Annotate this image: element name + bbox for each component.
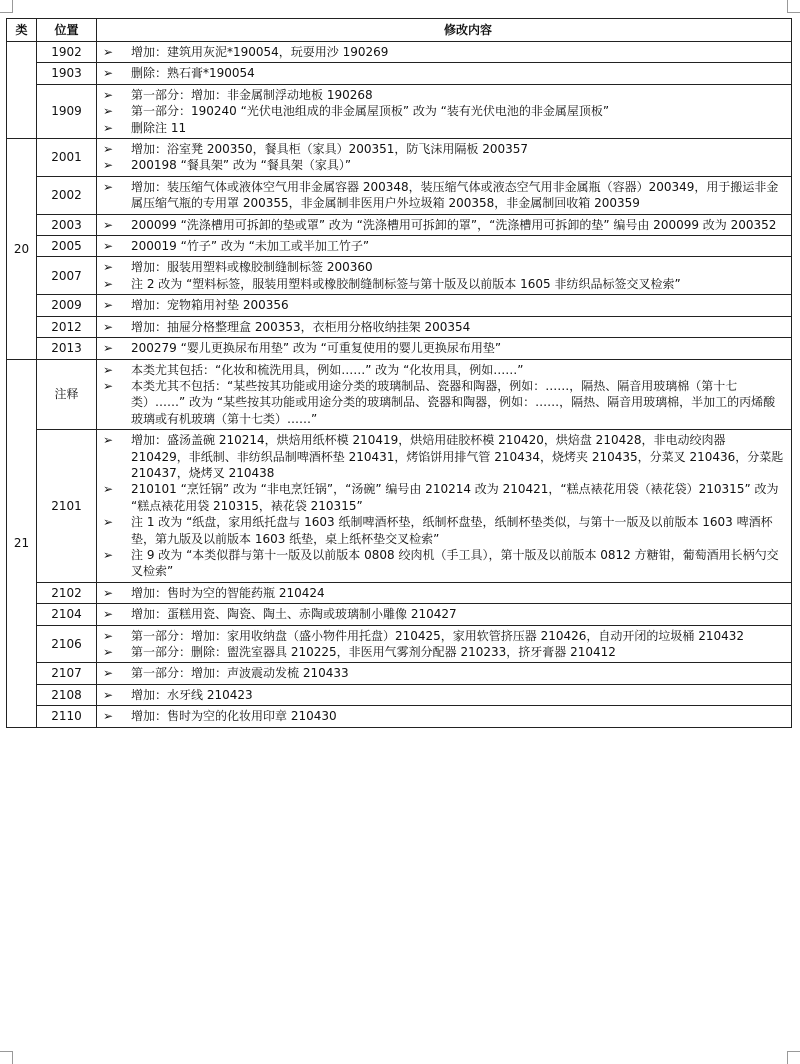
table-row [7,295,792,316]
item-text: 注 2 改为 “塑料标签，服装用塑料或橡胶制缝制标签与第十版及以前版本 1605 非纺织品标签交叉检索” [131,276,681,291]
arrow-bullet-icon: ➢ [103,433,114,448]
position-cell: 2110 [37,706,97,727]
content-cell [97,236,792,257]
item-text: 200099 “洗涤槽用可拆卸的垫或罩” 改为 “洗涤槽用可拆卸的罩”，“洗涤槽用可拆卸的垫” 编号由 200099 改为 200352 [131,217,777,232]
arrow-bullet-icon: ➢ [103,319,114,334]
item-text: 增加：建筑用灰泥*190054，玩耍用沙 190269 [131,45,389,59]
class-cell: 21 [7,359,37,727]
list-item [101,259,785,275]
content-cell [97,84,792,138]
position-cell: 2108 [37,684,97,705]
item-text: 增加：盛汤盖碗 210214，烘焙用纸杯模 210419，烘焙用硅胶杯模 210420，烘焙盘 210428，非电动绞肉器 210429，非纸制、非纺织品制啤酒杯垫 210431，烤馅饼用排气管 210434，烧烤夹 210435，分菜叉 210436，分菜匙 210437，烧烤叉 210438 [131,433,784,480]
table-row [7,684,792,705]
list-item [101,547,785,580]
item-text: 第一部分：190240 “光伏电池组成的非金属屋顶板” 改为 “装有光伏电池的非金属屋顶板” [131,104,610,119]
table-row [7,257,792,295]
arrow-bullet-icon: ➢ [103,378,114,393]
table-row [7,316,792,337]
arrow-bullet-icon: ➢ [103,179,114,194]
item-text: 删除注 11 [131,120,187,135]
list-item [101,628,785,644]
position-cell: 2013 [37,338,97,359]
table-row [7,236,792,257]
class-cell [7,42,37,139]
item-text: 增加：服装用塑料或橡胶制缝制标签 200360 [131,260,373,275]
arrow-bullet-icon: ➢ [103,120,114,135]
list-item [101,44,785,60]
list-item [101,87,785,103]
item-text: 第一部分：增加：非金属制浮动地板 190268 [131,87,373,102]
table-body [7,42,792,728]
table-row [7,582,792,603]
content-cell [97,663,792,684]
list-item [101,585,785,601]
position-cell: 1902 [37,42,97,63]
arrow-bullet-icon: ➢ [103,239,114,254]
arrow-bullet-icon: ➢ [103,298,114,313]
item-text: 注 1 改为 “纸盘，家用纸托盘与 1603 纸制啤酒杯垫，纸制杯盘垫，纸制杯垫类似，与第十一版及以前版本 1603 啤酒杯垫，第九版及以前版本 1603 纸垫，桌上纸杯垫交叉检索” [131,515,773,546]
position-cell: 2003 [37,214,97,235]
content-cell [97,42,792,63]
position-cell: 2107 [37,663,97,684]
position-cell: 2104 [37,604,97,625]
item-text: 注 9 改为 “本类似群与第十一版及以前版本 0808 绞肉机（手工具），第十版及以前版本 0812 方糖钳，葡萄酒用长柄勺交叉检索” [131,547,779,579]
content-cell [97,625,792,663]
arrow-bullet-icon: ➢ [103,687,114,702]
item-text: 200198 “餐具架” 改为 “餐具架（家具）” [131,158,352,173]
content-cell [97,139,792,177]
position-cell: 注释 [37,359,97,430]
table-row [7,84,792,138]
content-cell [97,214,792,235]
arrow-bullet-icon: ➢ [103,66,114,81]
table-row [7,176,792,214]
list-item [101,217,785,233]
position-cell: 2106 [37,625,97,663]
arrow-bullet-icon: ➢ [103,217,114,232]
table-row [7,139,792,177]
item-text: 200019 “竹子” 改为 “未加工或半加工竹子” [131,239,370,254]
list-item [101,157,785,173]
content-cell [97,430,792,583]
arrow-bullet-icon: ➢ [103,709,114,724]
list-item [101,238,785,254]
position-cell: 2001 [37,139,97,177]
arrow-bullet-icon: ➢ [103,276,114,291]
list-item [101,340,785,356]
table-row [7,663,792,684]
list-item [101,687,785,703]
position-cell: 2102 [37,582,97,603]
table-row [7,359,792,430]
arrow-bullet-icon: ➢ [103,482,114,497]
arrow-bullet-icon: ➢ [103,87,114,102]
content-cell [97,359,792,430]
position-cell: 2007 [37,257,97,295]
position-cell: 2002 [37,176,97,214]
item-text: 210101 “烹饪锅” 改为 “非电烹饪锅”，“汤碗” 编号由 210214 改为 210421，“糕点裱花用袋（裱花袋）210315” 改为 “糕点裱花用袋 210315，裱花袋 210315” [131,482,779,513]
arrow-bullet-icon: ➢ [103,260,114,275]
table-row [7,42,792,63]
list-item [101,65,785,81]
table-row [7,63,792,84]
item-text: 200279 “婴儿更换尿布用垫” 改为 “可重复使用的婴儿更换尿布用垫” [131,341,502,356]
table-row [7,706,792,727]
table-row [7,625,792,663]
content-cell [97,706,792,727]
list-item [101,378,785,427]
list-item [101,297,785,313]
arrow-bullet-icon: ➢ [103,104,114,119]
item-text: 本类尤其不包括：“某些按其功能或用途分类的玻璃制品、瓷器和陶器，例如：……，隔热、隔音用玻璃棉（第十七类）……” 改为 “某些按其功能或用途分类的玻璃制品、瓷器和陶器，例如：……，隔热、隔音用玻璃棉，半加工的丙烯酸玻璃或有机玻璃（第十七类）……” [131,378,776,426]
arrow-bullet-icon: ➢ [103,158,114,173]
content-cell [97,684,792,705]
content-cell [97,295,792,316]
list-item [101,644,785,660]
arrow-bullet-icon: ➢ [103,142,114,157]
item-text: 增加：售时为空的化妆用印章 210430 [131,709,337,724]
table-row [7,430,792,583]
content-cell [97,338,792,359]
table-row [7,604,792,625]
list-item [101,103,785,119]
crop-mark-top-left [0,0,13,13]
arrow-bullet-icon: ➢ [103,547,114,562]
list-item [101,276,785,292]
item-text: 增加：蛋糕用瓷、陶瓷、陶土、赤陶或玻璃制小雕像 210427 [131,607,457,622]
arrow-bullet-icon: ➢ [103,607,114,622]
arrow-bullet-icon: ➢ [103,515,114,530]
list-item [101,319,785,335]
list-item [101,708,785,724]
content-cell [97,176,792,214]
crop-mark-bottom-right [787,1051,800,1064]
item-text: 本类尤其包括：“化妆和梳洗用具，例如……” 改为 “化妆用具，例如……” [131,362,524,377]
position-cell: 2012 [37,316,97,337]
header-content: 修改内容 [97,19,792,42]
list-item [101,514,785,547]
header-class: 类 [7,19,37,42]
list-item [101,606,785,622]
content-cell [97,257,792,295]
list-item [101,481,785,514]
list-item [101,665,785,681]
list-item [101,362,785,378]
table-row [7,338,792,359]
arrow-bullet-icon: ➢ [103,628,114,643]
position-cell: 1909 [37,84,97,138]
list-item [101,120,785,136]
item-text: 第一部分：增加：声波震动发梳 210433 [131,666,349,681]
list-item [101,432,785,481]
content-cell [97,63,792,84]
class-cell: 20 [7,139,37,359]
arrow-bullet-icon: ➢ [103,645,114,659]
table-header-row [7,19,792,42]
item-text: 增加：售时为空的智能药瓶 210424 [131,585,325,600]
header-position: 位置 [37,19,97,42]
arrow-bullet-icon: ➢ [103,666,114,681]
item-text: 增加：水牙线 210423 [131,687,253,702]
arrow-bullet-icon: ➢ [103,362,114,377]
item-text: 增加：抽屉分格整理盒 200353，衣柜用分格收纳挂架 200354 [131,319,471,334]
item-text: 删除：熟石膏*190054 [131,66,255,81]
revision-table [6,18,792,728]
content-cell [97,316,792,337]
crop-mark-bottom-left [0,1051,13,1064]
content-cell [97,582,792,603]
item-text: 增加：宠物箱用衬垫 200356 [131,298,289,313]
crop-mark-top-right [787,0,800,13]
arrow-bullet-icon: ➢ [103,341,114,356]
position-cell: 2101 [37,430,97,583]
position-cell: 1903 [37,63,97,84]
table-row [7,214,792,235]
arrow-bullet-icon: ➢ [103,45,114,59]
list-item [101,141,785,157]
item-text: 第一部分：增加：家用收纳盘（盛小物件用托盘）210425，家用软管挤压器 210426，自动开闭的垃圾桶 210432 [131,628,745,643]
arrow-bullet-icon: ➢ [103,585,114,600]
position-cell: 2009 [37,295,97,316]
item-text: 增加：装压缩气体或液体空气用非金属容器 200348，装压缩气体或液态空气用非金属瓶（容器）200349，用于搬运非金属压缩气瓶的专用罩 200355，非金属制非医用户外垃圾箱 200358，非金属制回收箱 200359 [131,179,779,211]
list-item [101,179,785,212]
item-text: 增加：浴室凳 200350，餐具柜（家具）200351，防飞沫用隔板 200357 [131,142,529,157]
position-cell: 2005 [37,236,97,257]
item-text: 第一部分：删除：盥洗室器具 210225，非医用气雾剂分配器 210233，挤牙膏器 210412 [131,645,616,659]
content-cell [97,604,792,625]
